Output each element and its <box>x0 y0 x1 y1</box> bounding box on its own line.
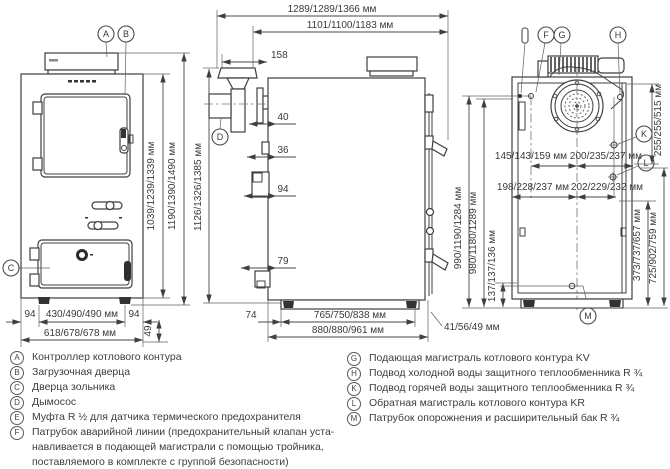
svg-text:A: A <box>102 29 110 39</box>
legend-badge-c: C <box>10 381 24 395</box>
door-lever <box>432 254 448 270</box>
svg-text:G: G <box>558 30 566 40</box>
svg-text:K: K <box>640 129 648 139</box>
front-view <box>3 26 190 347</box>
svg-text:618/678/678 мм: 618/678/678 мм <box>43 328 117 339</box>
door-handle <box>124 261 131 281</box>
dim-side-offset <box>431 312 500 333</box>
door-edge-details <box>425 93 448 296</box>
flue-fan-assembly <box>204 68 276 132</box>
svg-text:1126/1326/1385 мм: 1126/1326/1385 мм <box>193 142 204 232</box>
svg-text:1101/1100/1183 мм: 1101/1100/1183 мм <box>306 20 394 31</box>
rear-view <box>453 27 668 324</box>
svg-text:C: C <box>7 263 15 273</box>
legend-badge-f: F <box>10 426 24 440</box>
fan-motor <box>209 94 231 118</box>
legend-badge-e: E <box>10 411 24 425</box>
legend-item-b: B Загрузочная дверца <box>10 365 342 380</box>
legend-badge-l: L <box>347 397 361 411</box>
svg-text:M: M <box>584 311 592 321</box>
legend-item-g: G Подающая магистраль котлового контура KV <box>347 351 669 366</box>
svg-text:145/143/159 мм: 145/143/159 мм <box>494 151 568 162</box>
svg-text:198/228/237 мм: 198/228/237 мм <box>496 182 570 193</box>
side-view <box>193 4 500 342</box>
legend-badge-d: D <box>10 396 24 410</box>
dim-rear-990 <box>453 96 469 307</box>
callout-m <box>580 308 596 324</box>
svg-text:980/1180/1289 мм: 980/1180/1289 мм <box>468 191 479 275</box>
callout-a <box>98 26 114 57</box>
svg-text:1289/1289/1366 мм: 1289/1289/1366 мм <box>287 4 377 15</box>
dim-rear-725 <box>640 168 668 306</box>
dim-flue-offset <box>222 50 288 70</box>
svg-text:79: 79 <box>277 256 289 267</box>
legend-item-m: M Патрубок опорожнения и расширительный бак R ¾ <box>347 411 669 426</box>
legend-item-c: C Дверца зольника <box>10 380 342 395</box>
legend-badge-g: G <box>347 352 361 366</box>
boiler-body-side <box>268 78 425 300</box>
legend-badge-m: M <box>347 412 361 426</box>
legend-badge-h: H <box>347 367 361 381</box>
svg-text:94: 94 <box>128 309 140 320</box>
svg-text:F: F <box>543 30 549 40</box>
control-panel-side <box>367 57 417 71</box>
legend-badge-a: A <box>10 351 24 365</box>
svg-text:L: L <box>643 158 649 168</box>
dim-front-height-1 <box>143 74 170 298</box>
legend-badge-b: B <box>10 366 24 380</box>
legend-item-h: H Подвод холодной воды защитного теплообменника R ¾ <box>347 366 669 381</box>
svg-text:94: 94 <box>24 309 36 320</box>
svg-text:H: H <box>614 30 622 40</box>
air-knob <box>78 251 87 260</box>
svg-text:36: 36 <box>277 145 289 156</box>
foot <box>119 297 131 304</box>
legend-item-f: F Патрубок аварийной линии (предохранительный клапан уста- навливается в подающей магистрали с помощью тройника, поставляемого в комплекте с группой безопасности) <box>10 425 342 469</box>
svg-text:1039/1239/1339 мм: 1039/1239/1339 мм <box>146 141 157 231</box>
svg-text:202/229/232 мм: 202/229/232 мм <box>570 182 644 193</box>
svg-text:200/235/237 мм: 200/235/237 мм <box>569 151 643 162</box>
svg-text:D: D <box>216 132 224 142</box>
callout-d <box>212 118 228 145</box>
svg-text:74: 74 <box>245 310 257 321</box>
foot <box>38 297 50 304</box>
svg-text:765/750/838 мм: 765/750/838 мм <box>313 310 387 321</box>
svg-text:158: 158 <box>271 50 288 61</box>
svg-text:40: 40 <box>277 112 289 123</box>
legend-item-d: D Дымосос <box>10 395 342 410</box>
legend-badge-k: K <box>347 382 361 396</box>
brand-mark <box>49 59 58 62</box>
svg-text:373/737/657 мм: 373/737/657 мм <box>632 208 643 282</box>
legend-item-k: K Подвод горячей воды защитного теплообменника R ¾ <box>347 381 669 396</box>
svg-text:725/902/759 мм: 725/902/759 мм <box>648 211 659 285</box>
svg-text:49: 49 <box>143 325 154 337</box>
svg-text:41/56/49 мм: 41/56/49 мм <box>444 322 500 333</box>
svg-text:880/880/961 мм: 880/880/961 мм <box>311 325 385 336</box>
ash-door <box>30 240 132 288</box>
door-lever <box>432 141 447 156</box>
svg-text:1190/1390/1490 мм: 1190/1390/1490 мм <box>167 141 178 231</box>
legend-right-column <box>347 351 669 426</box>
svg-text:B: B <box>122 29 130 39</box>
legend-item-e: E Муфта R ½ для датчика термического предохранителя <box>10 410 342 425</box>
legend-item-l: L Обратная магистраль котлового контура KR <box>347 396 669 411</box>
legend-left-column <box>10 350 342 469</box>
legend-item-a: A Контроллер котлового контура <box>10 350 342 365</box>
svg-text:94: 94 <box>277 184 289 195</box>
base-pedestal <box>281 300 419 309</box>
base-pedestal <box>521 299 623 308</box>
svg-text:430/490/490 мм: 430/490/490 мм <box>45 309 119 320</box>
svg-text:990/1190/1284 мм: 990/1190/1284 мм <box>453 186 464 270</box>
loading-door <box>33 94 133 177</box>
svg-text:137/137/136 мм: 137/137/136 мм <box>487 229 498 303</box>
svg-text:255/255/515 мм: 255/255/515 мм <box>653 83 664 157</box>
